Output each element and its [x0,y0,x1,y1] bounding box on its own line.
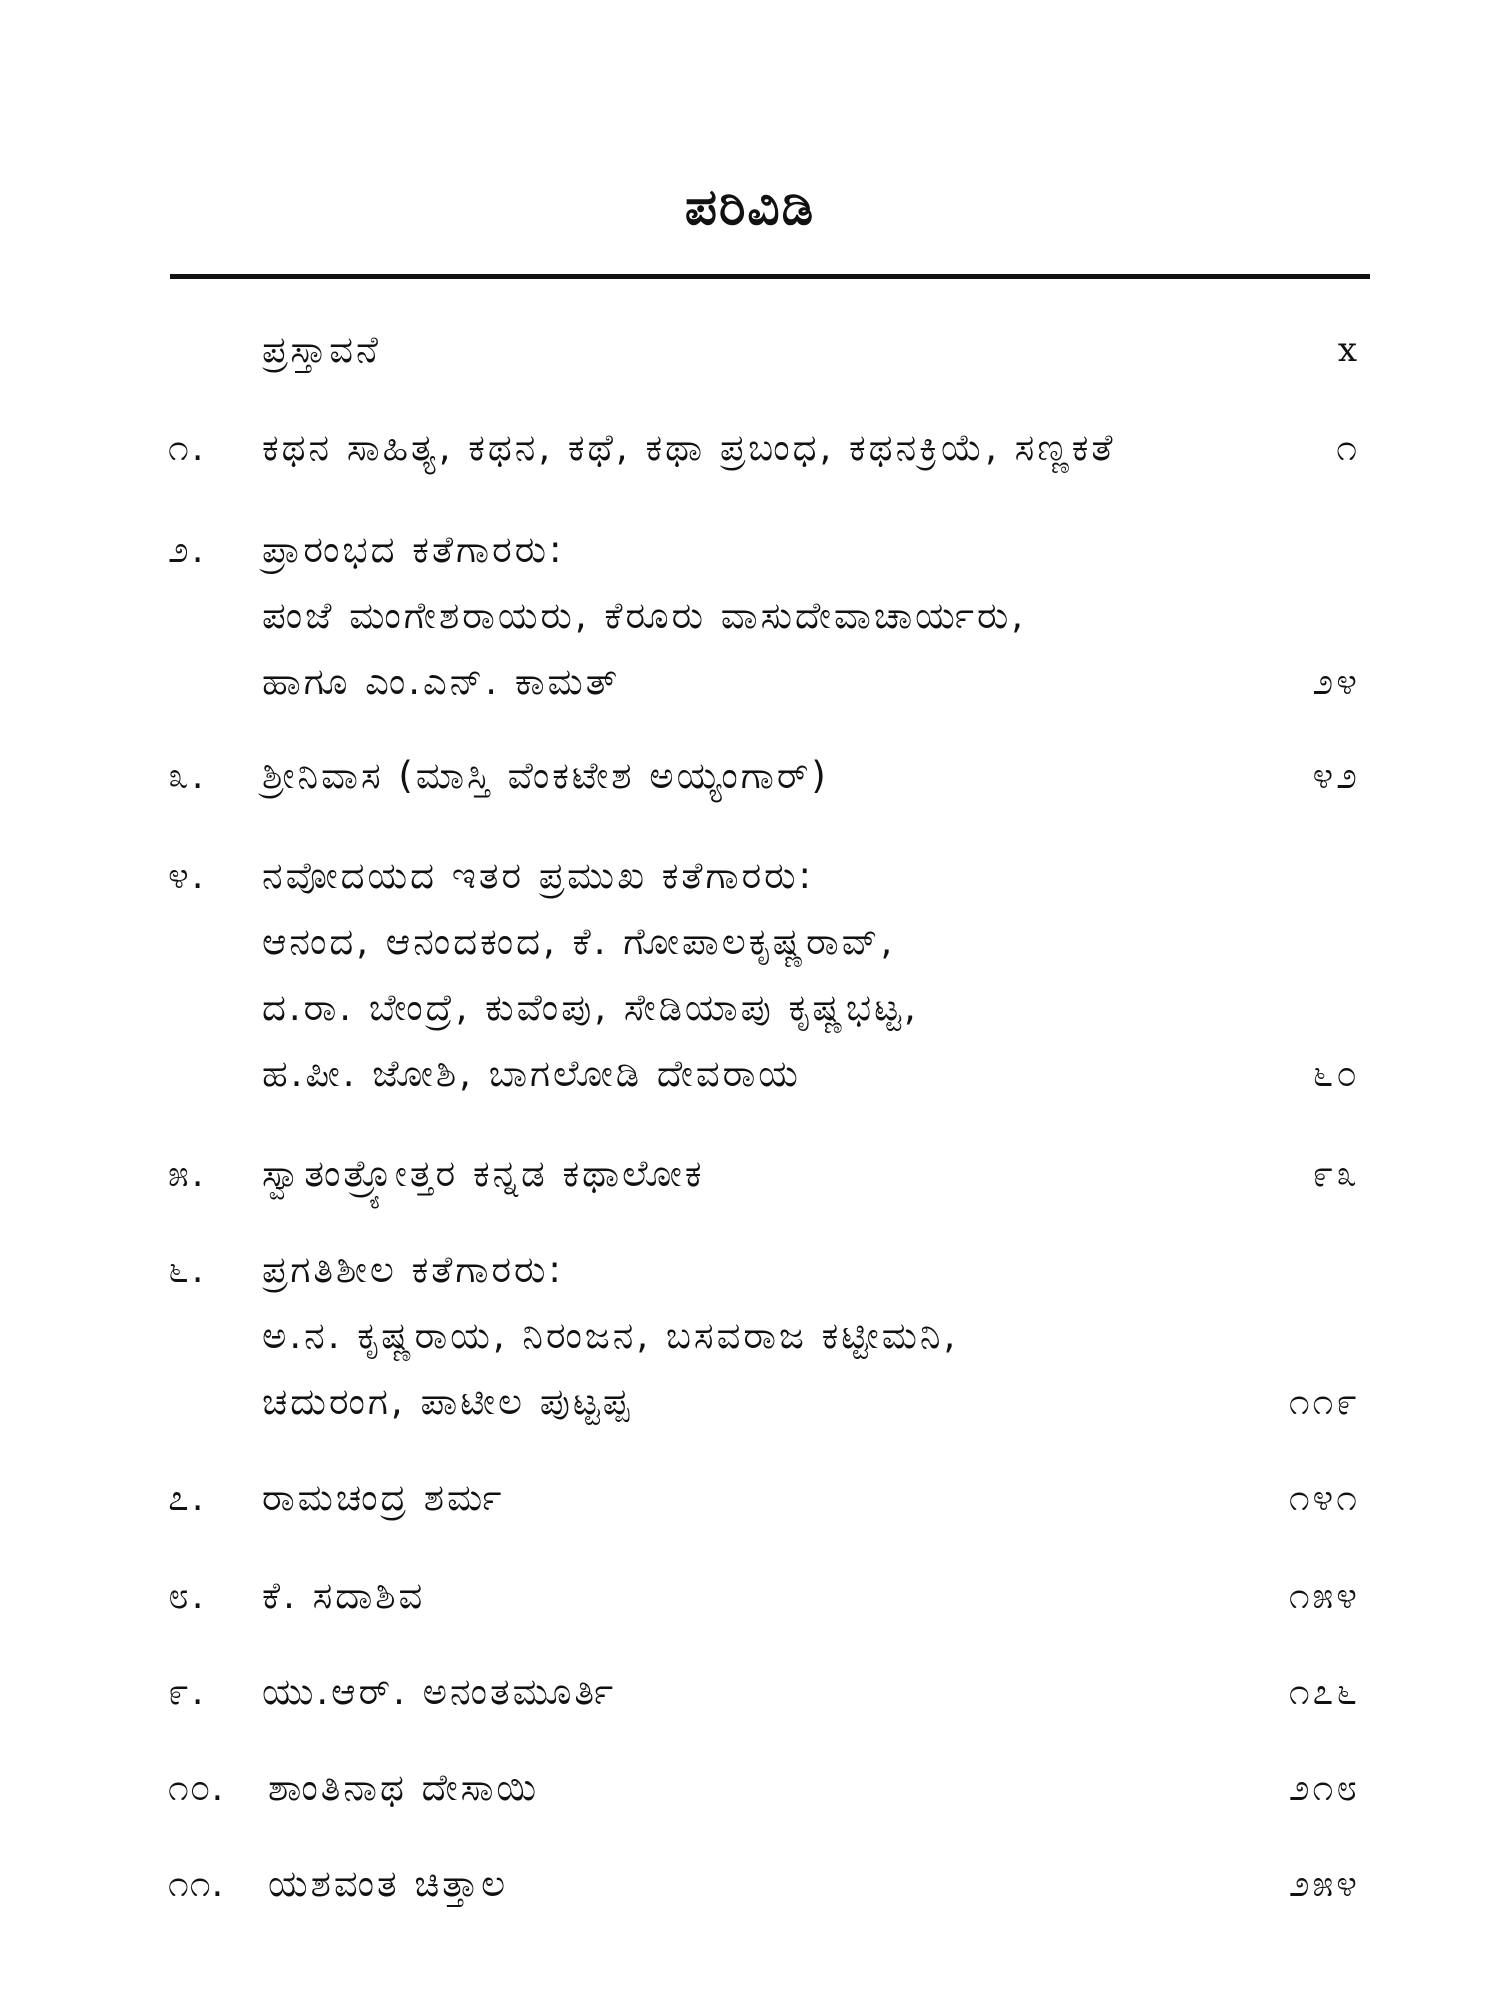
toc-entry-title: ರಾಮಚಂದ್ರ ಶರ್ಮ [262,1476,505,1519]
toc-entry-line [0,652,1500,712]
page-title: ಪರಿವಿಡಿ [684,178,816,236]
toc-entry-line [0,520,1500,580]
toc-entry-title: ಶ್ರೀನಿವಾಸ (ಮಾಸ್ತಿ ವೆಂಕಟೇಶ ಅಯ್ಯಂಗಾರ್) [262,754,829,797]
toc-entry-line [0,586,1500,646]
toc-entry-line [0,1144,1500,1204]
toc-entry-title-continued: ಹ.ಪೀ. ಜೋಶಿ, ಬಾಗಲೋಡಿ ದೇವರಾಯ [262,1052,801,1095]
toc-entry-line [0,1372,1500,1432]
toc-entry-number: ೧೧. [168,1862,225,1905]
toc-entry-title: ಯು.ಆರ್. ಅನಂತಮೂರ್ತಿ [262,1670,617,1713]
toc-entry-page: ೧೧೯ [1288,1380,1360,1423]
toc-entry-title: ಪ್ರಗತಿಶೀಲ ಕತೆಗಾರರು: [262,1248,564,1291]
toc-entry-title: ಶಾಂತಿನಾಥ ದೇಸಾಯಿ [268,1766,540,1809]
toc-entry-line [0,912,1500,972]
toc-entry-line [0,1854,1500,1914]
toc-entry-line [0,1758,1500,1818]
toc-entry-page: ೨೫೪ [1288,1862,1360,1905]
toc-entry-number: ೭. [168,1476,207,1519]
toc-entry-line [0,978,1500,1038]
title-rule [170,274,1370,279]
toc-entry-line [0,1566,1500,1626]
toc-entry-title-continued: ಹಾಗೂ ಎಂ.ಎನ್. ಕಾಮತ್ [262,660,621,703]
toc-entry-title-continued: ಆನಂದ, ಆನಂದಕಂದ, ಕೆ. ಗೋಪಾಲಕೃಷ್ಣರಾವ್, [262,920,896,963]
toc-entry-page: ೬೦ [1312,1052,1360,1095]
toc-entry-line [0,1306,1500,1366]
toc-entry-title: ಸ್ವಾತಂತ್ರ್ಯೋತ್ತರ ಕನ್ನಡ ಕಥಾಲೋಕ [262,1152,705,1195]
toc-entry-number: ೪. [168,854,207,897]
toc-entry-number: ೧೦. [168,1766,225,1809]
toc-entry-title: ನವೋದಯದ ಇತರ ಪ್ರಮುಖ ಕತೆಗಾರರು: [262,854,814,897]
toc-entry-page: ೧೪೧ [1288,1476,1360,1519]
toc-entry-title-continued: ಅ.ನ. ಕೃಷ್ಣರಾಯ, ನಿರಂಜನ, ಬಸವರಾಜ ಕಟ್ಟೀಮನಿ, [262,1314,959,1357]
toc-entry-line [0,320,1500,380]
toc-entry-page: ೯೩ [1312,1152,1360,1195]
toc-entry-page: ೧೫೪ [1288,1574,1360,1617]
toc-entry-title: ಕಥನ ಸಾಹಿತ್ಯ, ಕಥನ, ಕಥೆ, ಕಥಾ ಪ್ರಬಂಧ, ಕಥನಕ್ರಿಯೆ, ಸಣ್ಣಕತೆ [262,426,1116,469]
toc-entry-number: ೨. [168,528,207,571]
toc-entry-number: ೫. [168,1152,207,1195]
toc-entry-page: x [1337,330,1360,370]
toc-entry-line [0,1240,1500,1300]
toc-entry-page: ೧ [1336,426,1360,469]
toc-entry-title: ಕೆ. ಸದಾಶಿವ [262,1574,426,1617]
toc-entry-number: ೬. [168,1248,207,1291]
toc-entry-line [0,846,1500,906]
toc-entry-title: ಪ್ರಸ್ತಾವನೆ [262,328,382,371]
toc-entry-title-continued: ದ.ರಾ. ಬೇಂದ್ರೆ, ಕುವೆಂಪು, ಸೇಡಿಯಾಪು ಕೃಷ್ಣಭಟ್ಟ, [262,986,919,1029]
toc-entry-title: ಯಶವಂತ ಚಿತ್ತಾಲ [268,1862,509,1905]
toc-entry-page: ೨೧೮ [1288,1766,1360,1809]
toc-entry-line [0,418,1500,478]
toc-entry-line [0,1468,1500,1528]
toc-entry-number: ೯. [168,1670,207,1713]
toc-entry-number: ೮. [168,1574,207,1617]
toc-entry-number: ೩. [168,754,207,797]
toc-entry-title-continued: ಚದುರಂಗ, ಪಾಟೀಲ ಪುಟ್ಟಪ್ಪ [262,1380,633,1423]
toc-entry-page: ೨೪ [1312,660,1360,703]
toc-entry-number: ೧. [168,426,207,469]
toc-entry-title-continued: ಪಂಜೆ ಮಂಗೇಶರಾಯರು, ಕೆರೂರು ವಾಸುದೇವಾಚಾರ್ಯರು, [262,594,1027,637]
toc-entry-line [0,1662,1500,1722]
toc-entry-page: ೪೨ [1312,754,1360,797]
toc-entry-line [0,746,1500,806]
toc-entry-title: ಪ್ರಾರಂಭದ ಕತೆಗಾರರು: [262,528,565,571]
toc-entry-line [0,1044,1500,1104]
toc-entry-page: ೧೭೬ [1288,1670,1360,1713]
